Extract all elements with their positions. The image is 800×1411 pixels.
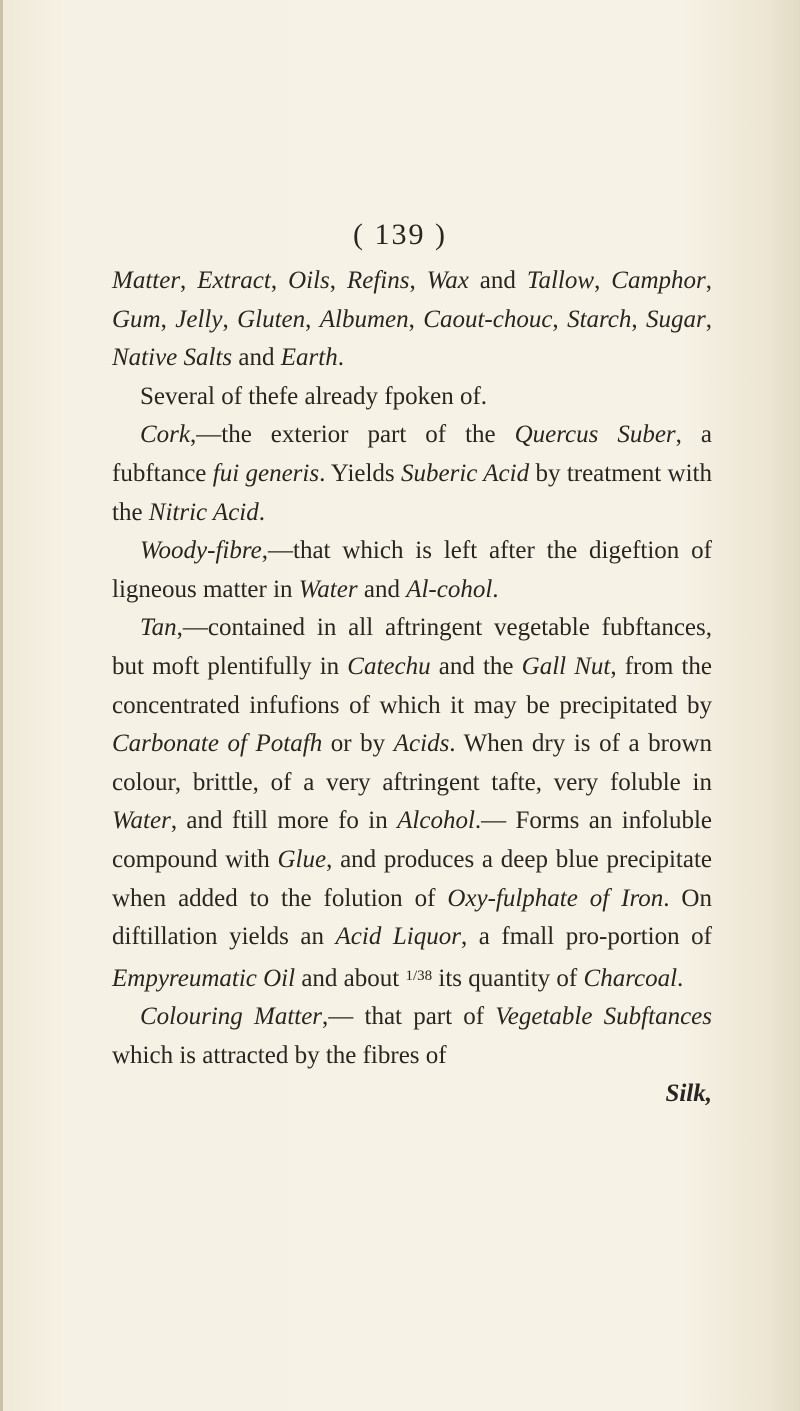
- fraction: 1/38: [405, 967, 433, 984]
- paragraph-p4: [112, 532, 712, 609]
- italic-term: Gluten: [237, 305, 306, 333]
- text-run: ,: [409, 267, 427, 294]
- italic-term: Suberic Acid: [401, 459, 530, 487]
- text-run: ,: [329, 267, 347, 294]
- text-run: ,: [270, 267, 289, 294]
- text-run: ,—contained in all aftringent vegetable fubftances, but moft plentifully in: [112, 614, 712, 680]
- italic-term: Camphor: [611, 267, 706, 294]
- italic-term: fui generis: [212, 459, 320, 487]
- italic-term: Starch: [567, 305, 632, 333]
- italic-term: Catechu: [347, 652, 431, 680]
- italic-term: Oxy-fulphate of Iron: [447, 884, 664, 912]
- italic-term: Extract: [197, 267, 271, 294]
- text-run: .: [258, 498, 265, 526]
- italic-term: Gall Nut: [521, 652, 611, 680]
- italic-term: Albumen: [319, 305, 409, 333]
- italic-term: Carbonate of Potafh: [112, 730, 323, 758]
- italic-term: Al-cohol: [406, 575, 493, 603]
- text-run: . When dry is of a brown colour, brittle, of a very aftringent tafte, very foluble in: [112, 730, 713, 796]
- italic-term: Refins: [346, 267, 410, 294]
- italic-term: Caout-chouc: [423, 305, 553, 333]
- italic-term: Jelly: [175, 305, 223, 333]
- text-run: . On diftillation yields an: [112, 884, 712, 951]
- text-run: .: [492, 575, 499, 603]
- text-run: ,: [160, 305, 176, 333]
- text-run: or by: [322, 730, 394, 758]
- italic-term: Nitric Acid: [148, 498, 259, 526]
- italic-term: Native Salts: [112, 344, 233, 372]
- text-run: , a fmall pro-portion of: [460, 923, 712, 951]
- page-gutter: [0, 0, 3, 1411]
- italic-term: Tan: [140, 614, 177, 642]
- paragraph-p1: [112, 262, 712, 378]
- paragraph-p6: [112, 998, 712, 1075]
- text-run: , and produces a deep blue precipitate when added to the folution of: [112, 845, 712, 912]
- text-run: ,: [222, 305, 238, 333]
- paragraph-p2: [112, 378, 712, 417]
- catchword: Silk,: [665, 1080, 712, 1108]
- text-run: and: [232, 344, 281, 372]
- text-run: ,— that part of: [322, 1003, 496, 1031]
- text-run: ,—that which is left after the digeftion of ligneous matter in: [112, 537, 712, 603]
- italic-term: Water: [112, 807, 171, 835]
- italic-term: Quercus Suber: [514, 421, 676, 449]
- body-text: [112, 262, 712, 1114]
- text-run: ,: [305, 305, 320, 333]
- italic-term: Vegetable Subftances: [495, 1003, 712, 1031]
- text-run: Several of thefe already fpoken of.: [140, 382, 488, 410]
- text-run: and: [357, 575, 407, 603]
- text-run: by treatment with the: [112, 459, 713, 526]
- paragraph-p3: [112, 416, 712, 532]
- italic-term: Oils: [288, 267, 330, 294]
- italic-term: Empyreumatic Oil: [112, 964, 296, 992]
- text-run: , from the concentrated infufions of which it may be precipitated by: [112, 652, 712, 719]
- text-run: ,: [408, 305, 424, 333]
- text-run: ,: [631, 305, 647, 333]
- text-run: which is attracted by the fibres of: [112, 1041, 447, 1069]
- italic-term: Earth: [280, 344, 338, 372]
- text-run: , and ftill more fo in: [170, 807, 398, 835]
- italic-term: Water: [298, 575, 358, 603]
- italic-term: Alcohol: [397, 807, 475, 835]
- text-run: ,: [705, 305, 713, 333]
- text-run: , a fubftance: [112, 421, 712, 487]
- text-run: .: [337, 344, 344, 372]
- italic-term: Tallow: [526, 267, 595, 294]
- text-run: ,: [180, 267, 198, 294]
- italic-term: Matter: [112, 267, 181, 294]
- text-run: . Yields: [319, 459, 402, 487]
- italic-term: Glue: [277, 845, 327, 873]
- italic-term: Wax: [426, 267, 469, 294]
- text-run: and the: [430, 652, 522, 680]
- text-run: and about: [295, 964, 406, 992]
- text-run: ,: [705, 267, 712, 294]
- text-run: and: [468, 267, 527, 294]
- italic-term: Cork: [140, 421, 190, 449]
- text-run: ,: [594, 267, 612, 294]
- page-number: ( 139 ): [353, 218, 447, 251]
- text-run: .: [677, 964, 684, 992]
- text-run: ,—the exterior part of the: [190, 421, 515, 449]
- italic-term: Acid Liquor: [335, 923, 461, 951]
- text-run: .— Forms an infoluble compound with: [112, 807, 713, 873]
- paragraph-p5: [112, 609, 712, 998]
- italic-term: Woody-fibre: [140, 537, 262, 565]
- text-run: its quantity of: [432, 964, 584, 992]
- text-run: ,: [552, 305, 568, 333]
- italic-term: Gum: [112, 305, 161, 333]
- italic-term: Colouring Matter: [140, 1003, 323, 1031]
- italic-term: Sugar: [646, 305, 706, 333]
- italic-term: Charcoal: [583, 964, 678, 992]
- italic-term: Acids: [393, 730, 450, 758]
